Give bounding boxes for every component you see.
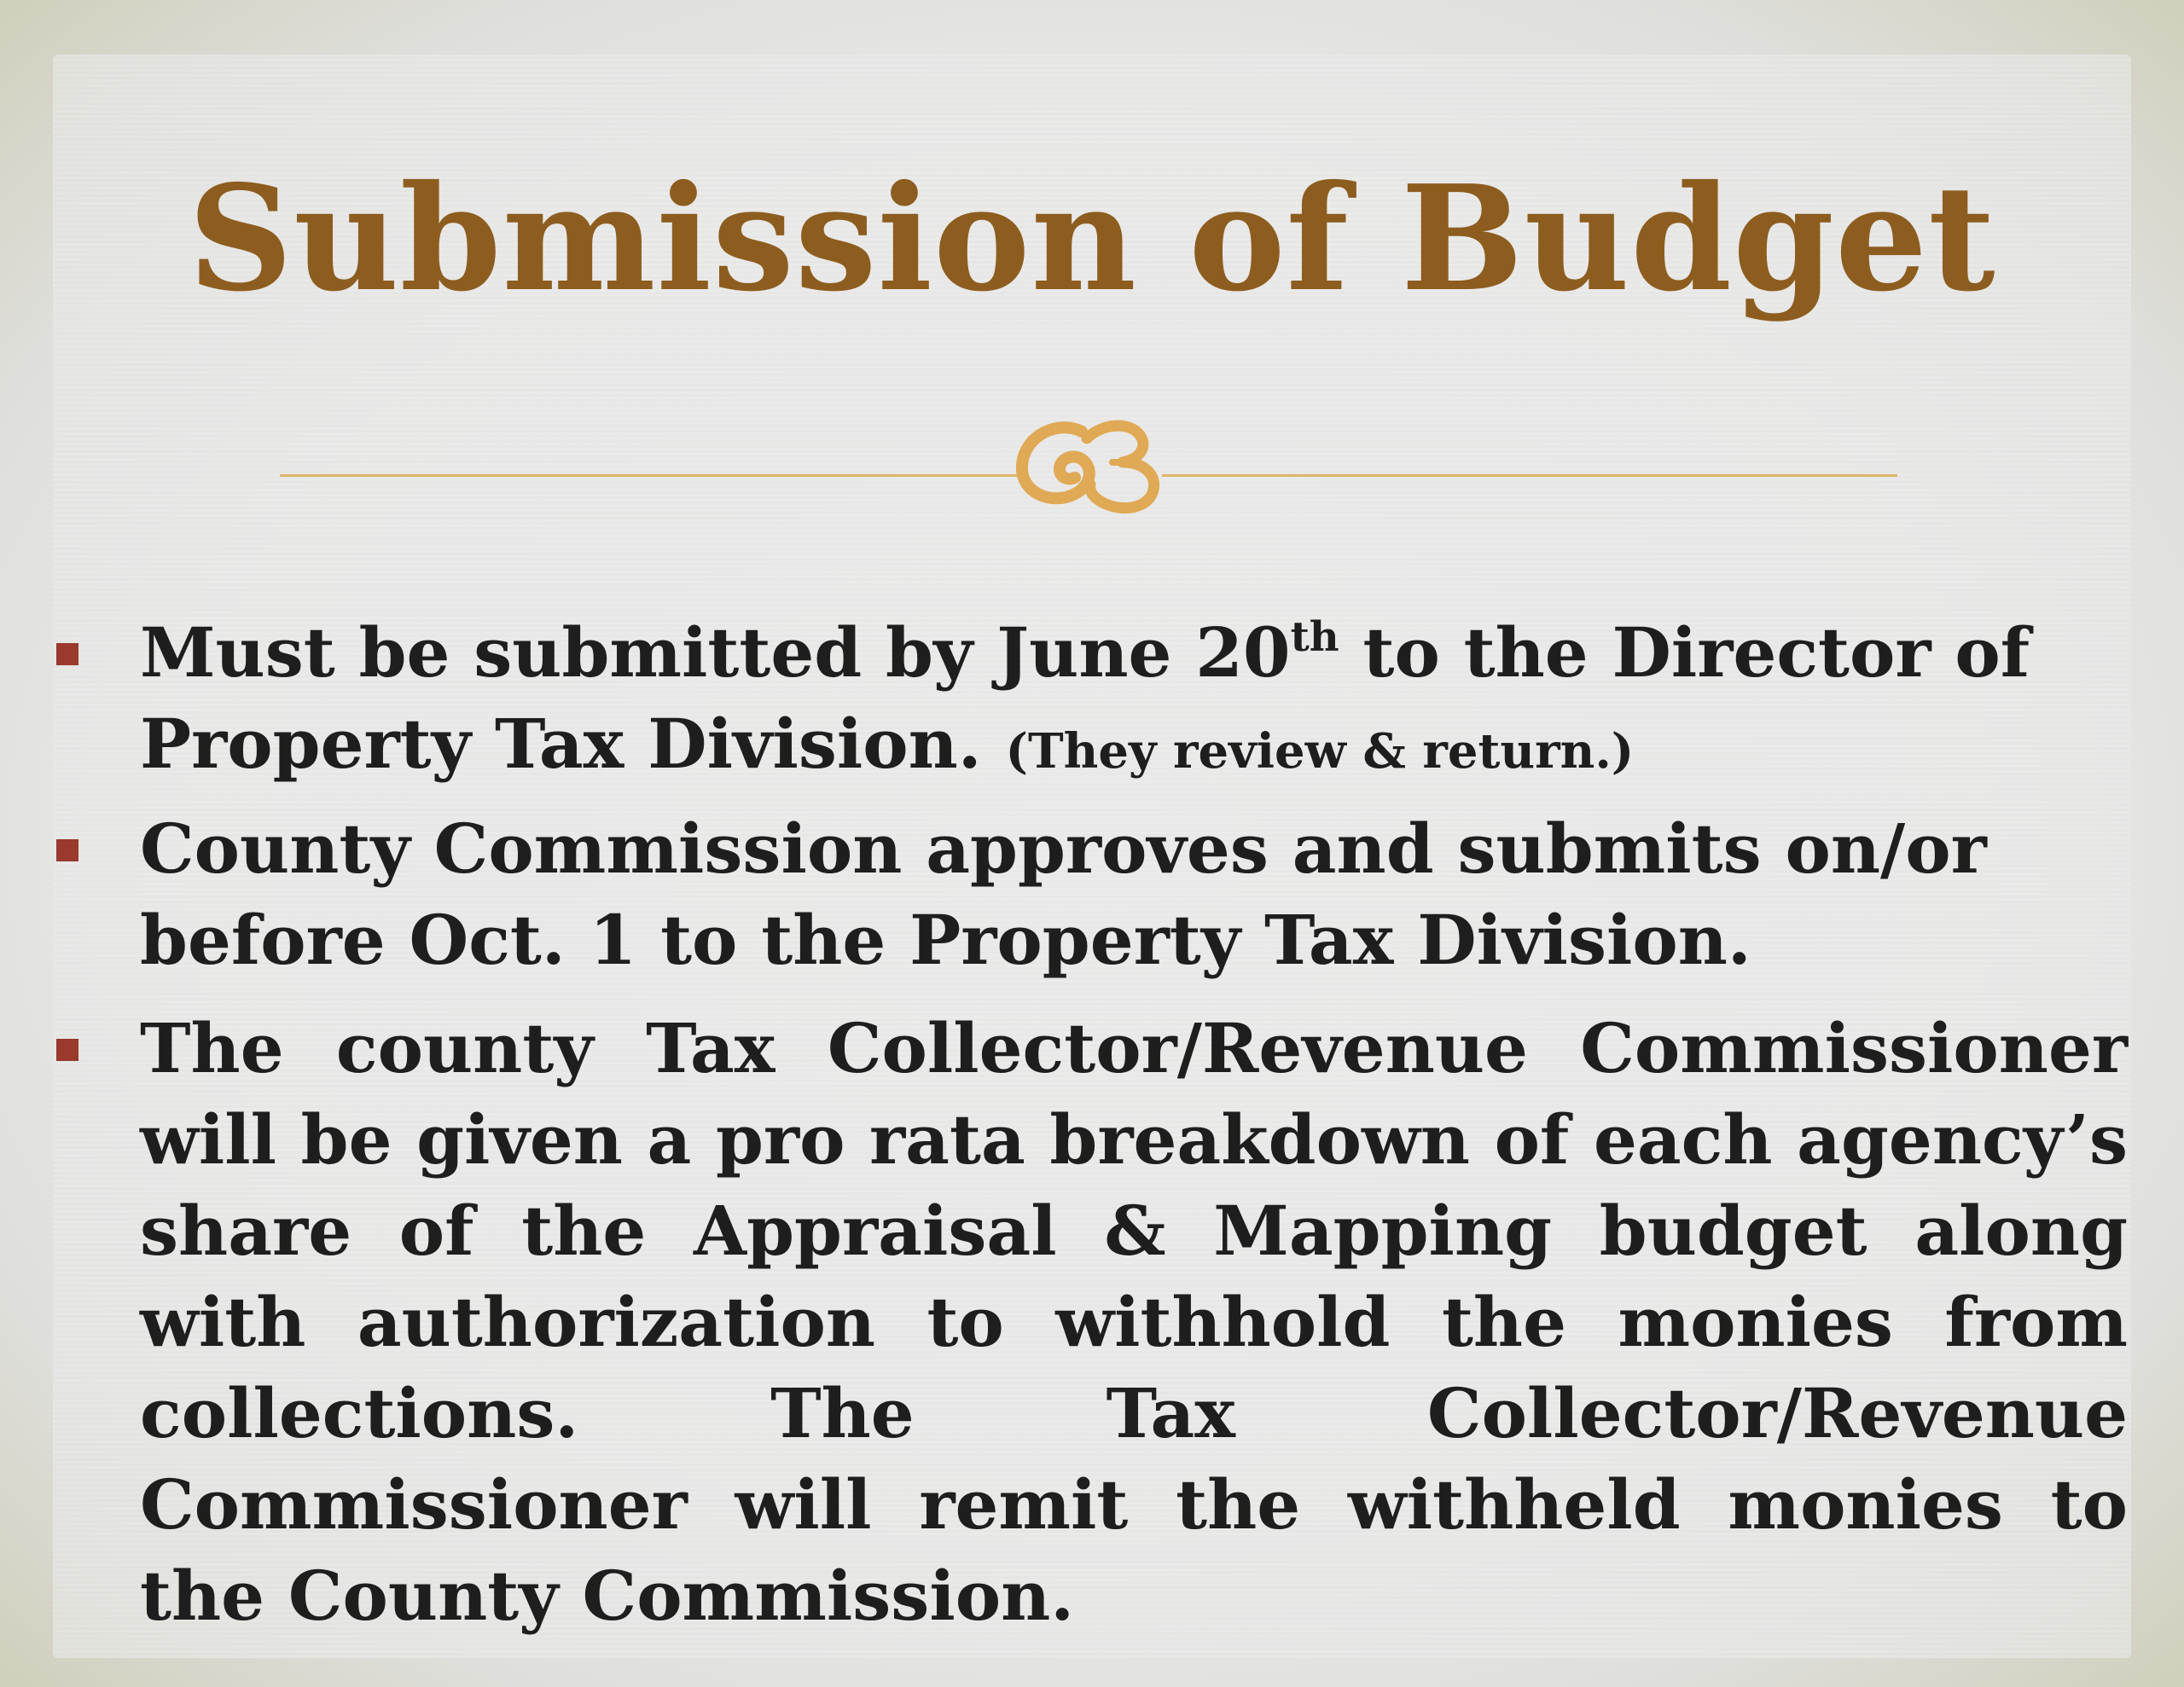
bullet-marker [56, 839, 78, 861]
ordinal-superscript: th [1290, 613, 1339, 661]
bullet-marker [56, 643, 78, 665]
bullet-text [140, 607, 2102, 797]
bullet-text-main: Must be submitted by June 20 [140, 612, 1291, 693]
bullet-text: County Commission approves and submits on/or before Oct. 1 to the Property Tax Division. [140, 809, 1987, 980]
bullet-text-continued: to the Director of Property Tax Division. [140, 612, 2030, 784]
bullet-marker [56, 1039, 78, 1061]
bullet-text: The county Tax Collector/Revenue Commissioner will be given a pro rata breakdown of each agency’s share of the Appraisal & Mapping budget along with authorization to withhold the monies from collections. The Tax Collector/Revenue Commissioner will remit the withheld monies to the County Commission. [140, 1008, 2128, 1636]
review-note: (They review & return.) [1005, 723, 1635, 780]
slide-title: Submission of Budget [188, 154, 1996, 324]
